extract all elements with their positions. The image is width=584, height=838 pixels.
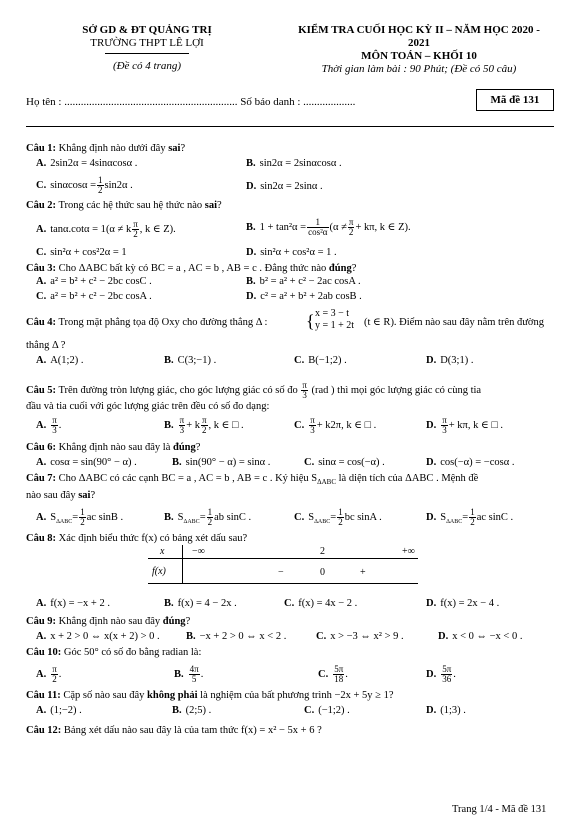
header-divider xyxy=(105,53,189,54)
question-8: Câu 8: Xác định biểu thức f(x) có bảng xét dấu sau? xyxy=(26,533,248,545)
q1-option-d: D. sin2α = 2sinα . xyxy=(246,181,323,192)
q8-option-d: D. f(x) = 2x − 4 . xyxy=(426,598,500,610)
q9-option-b: B. −x + 2 > 0 ⇔ x < 2 . xyxy=(186,631,287,643)
q3-option-a: A. a² = b² + c² − 2bc cosC . xyxy=(36,276,152,287)
q10-option-b: B. $\frac{4\pi}{5}$ . xyxy=(174,664,204,685)
question-1: Câu 1: Khẳng định nào dưới đây sai? xyxy=(26,143,186,154)
brace: { xyxy=(306,311,315,331)
q6-option-a: A. cosα = sin(90° − α) . xyxy=(36,457,137,468)
q2-row-2 xyxy=(26,244,558,262)
q11-option-a: A. (1;−2) . xyxy=(36,705,82,717)
q7-option-a: A. $S_{\Delta ABC}=$ $\frac{1}{2}$ ac sinB . xyxy=(36,507,124,528)
q10-option-a: A. $\frac{\pi}{2}$ . xyxy=(36,664,62,685)
exam-title-2: 2021 xyxy=(408,37,430,49)
q7-option-d: D. $S_{\Delta ABC}=$ $\frac{1}{2}$ ac sinC . xyxy=(426,507,514,528)
q1-option-a: A. 2sin2α = 4sinαcosα . xyxy=(36,158,138,169)
q7-option-b: B. $S_{\Delta ABC}=$ $\frac{1}{2}$ ab sinC . xyxy=(164,507,252,528)
q2-option-a: A. tanα.cotα = 1(α ≠ k $\frac{\pi}{2}$ , k ∈ Z). xyxy=(36,219,176,239)
q11-row xyxy=(26,702,558,720)
q2-option-b: B. 1 + tan²α = $\frac{1}{\text{cos²α}}$ (α ≠ $\frac{\pi}{2}$ + kπ, k ∈ Z). xyxy=(246,217,411,237)
q10-row xyxy=(26,659,558,689)
q9-option-d: D. x < 0 ⇔ −x < 0 . xyxy=(438,631,523,643)
q6-row xyxy=(26,454,558,472)
question-3: Câu 3: Cho ΔABC bất kỳ có BC = a , AC = b , AB = c . Đẳng thức nào đúng? xyxy=(26,263,357,274)
q4-option-c: C. B(−1;2) . xyxy=(294,355,347,366)
exam-code: Mã đề 131 xyxy=(476,89,554,111)
q2-option-c: C. sin²α + cos²2α = 1 xyxy=(36,247,127,258)
q2-option-d: D. sin²α + cos²α = 1 . xyxy=(246,247,337,258)
page-footer: Trang 1/4 - Mã đề 131 xyxy=(452,804,547,815)
q4-row xyxy=(26,352,558,370)
q1-row-2 xyxy=(26,173,558,199)
q4-option-b: B. C(3;−1) . xyxy=(164,355,217,366)
q7-option-c: C. $S_{\Delta ABC}=$ $\frac{1}{2}$ bc sinA . xyxy=(294,507,382,528)
q10-option-c: C. $\frac{5\pi}{18}$ . xyxy=(318,664,348,685)
q3-option-c: C. a² = b² + c² − 2bc cosA . xyxy=(36,291,152,302)
pages-note: (Đề có 4 trang) xyxy=(112,60,182,72)
q5-option-a: A. $\frac{\pi}{3}$ . xyxy=(36,415,62,435)
school-name: TRƯỜNG THPT LÊ LỢI xyxy=(90,37,204,49)
question-7: Câu 7: Cho ΔABC có các cạnh BC = a , AC = b , AB = c . Ký hiệu $S_{\Delta ABC}$ là diện tích của ΔABC . Mệnh đề xyxy=(26,473,479,487)
sign-table: x −∞ 2 +∞ f(x) − 0 + xyxy=(148,545,428,585)
subject: MÔN TOÁN – KHỐI 10 xyxy=(361,50,477,62)
student-info xyxy=(26,96,355,108)
questions: Câu 1: Khẳng định nào dưới đây sai? A. 2sin2α = 4sinαcosα . B. sin2α = 2sinαcosα . C. sinαcosα = $\frac{1}{2}$ sin2α . D. sin2α = 2sinα . Câu 2: Trong các hệ thức sau hệ thức nào sai? A. tanα.cotα = 1(α ≠ k $\frac{\pi}{2}$ , k ∈ Z). B. 1 + tan²α = $\frac{1}{\text{cos²α}}$ (α ≠ $\frac{\pi}{2}$ + kπ, k ∈ Z). C. sin²α + cos²2α = 1 D. sin²α + cos²α = 1 . Câu 3: Cho ΔABC bất kỳ có BC = a , AC = b , AB = c . Đẳng thức nào đúng? A. a² = b² + c² − 2bc cosC . B. b² = a² + c² − 2ac cosA . C. a² = b² + c² − 2bc cosA . D. c² = a² + b² + 2ab cosB . Câu 4: Trong mặt phẳng tọa độ Oxy cho đường thẳng Δ : { x = 3 − t y = 1 + 2t (t ∈ R). Điểm nào sau đây nằm trên đường thẳng Δ ? A. A(1;2) . B. C(3;−1) . C. B(−1;2) . D. D(3;1) . Câu 5: Trên đường tròn lượng giác, cho góc lượng giác có số đo $\frac{\pi}{3}$ (rad ) thì mọi góc lượng giác có cùng tia đầu và tia cuối với góc lượng giác trên đều có số đo dạng: A. $\frac{\pi}{3}$ . B. $\frac{\pi}{3}$ + k $\frac{\pi}{2}$ , k ∈ □ . C. $\frac{\pi}{3}$ + k2π, k ∈ □ . D. $\frac{\pi}{3}$ + kπ, k ∈ □ . Câu 6: Khẳng định nào sau đây là đúng? A. cosα = sin(90° − α) . B. sin(90° − α) = sinα . C. sinα = cos(−α) . D. cos(−α) = −cosα . Câu 7: Cho ΔABC có các cạnh BC = a , AC = b , AB = c . Ký hiệu $S_{\Delta ABC}$ là diện tích của ΔABC . Mệnh đề nào sau đây sai? A. $S_{\Delta ABC}=$ $\frac{1}{2}$ ac sinB . B. $S_{\Delta ABC}=$ $\frac{1}{2}$ ab sinC . C. $S_{\Delta ABC}=$ $\frac{1}{2}$ bc sinA . D. $S_{\Delta ABC}=$ $\frac{1}{2}$ ac sinC . Câu 8: Xác định biểu thức f(x) có bảng xét dấu sau? x −∞ 2 +∞ f(x) − 0 + A. f(x) = −x + 2 . B. f(x) = 4 − 2x . C. f(x) = 4x − 2 . D. f(x) = 2x − 4 . Câu 9: Khẳng định nào sau đây đúng? A. x + 2 > 0 ⇔ x(x + 2) > 0 . B. −x + 2 > 0 ⇔ x < 2 . C. x > −3 ⇔ x² > 9 . D. x < 0 ⇔ −x < 0 . Câu 10: Góc 50° có số đo bằng radian là: A. $\frac{\pi}{2}$ . B. $\frac{4\pi}{5}$ . C. $\frac{5\pi}{18}$ . D. $\frac{5\pi}{36}$ . Câu 11: Cặp số nào sau đây không phải là nghiệm của bất phương trình −2x + 5y ≥ 1? A. (1;−2) . B. (2;5) . C. (−1;2) . D. (1;3) . Câu 12: Bảng xét dấu nào sau đây là của tam thức f(x) = x² − 5x + 6 ? xyxy=(26,142,558,737)
question-9: Câu 9: Khẳng định nào sau đây đúng? xyxy=(26,616,191,628)
q9-row xyxy=(26,628,558,646)
q11-option-d: D. (1;3) . xyxy=(426,705,466,717)
q5-option-d: D. $\frac{\pi}{3}$ + kπ, k ∈ □ . xyxy=(426,415,503,435)
question-6: Câu 6: Khẳng định nào sau đây là đúng? xyxy=(26,442,201,453)
q1-option-b: B. sin2α = 2sinαcosα . xyxy=(246,158,342,169)
q8-option-a: A. f(x) = −x + 2 . xyxy=(36,598,110,610)
q2-row-1 xyxy=(26,212,558,244)
q9-option-a: A. x + 2 > 0 ⇔ x(x + 2) > 0 . xyxy=(36,631,160,643)
header-left xyxy=(52,24,242,73)
header-right xyxy=(288,24,550,76)
id-label: Số báo danh : ................... xyxy=(240,96,356,108)
q8-option-b: B. f(x) = 4 − 2x . xyxy=(164,598,237,610)
name-label: Họ tên : ............................................................... xyxy=(26,96,238,108)
dept-name: SỞ GD & ĐT QUẢNG TRỊ xyxy=(82,24,212,36)
q10-option-d: D. $\frac{5\pi}{36}$ . xyxy=(426,664,456,685)
q3-row-2 xyxy=(26,290,558,307)
q3-row-1 xyxy=(26,275,558,290)
exam-title-1: KIỂM TRA CUỐI HỌC KỲ II – NĂM HỌC 2020 - xyxy=(298,24,540,36)
time-note: Thời gian làm bài : 90 Phút; (Đề có 50 câu) xyxy=(321,63,517,75)
question-4: Câu 4: Trong mặt phẳng tọa độ Oxy cho đường thẳng Δ : { x = 3 − t y = 1 + 2t (t ∈ R). Điểm nào sau đây nằm trên đường xyxy=(26,307,558,337)
question-5: Câu 5: Trên đường tròn lượng giác, cho góc lượng giác có số đo $\frac{\pi}{3}$ (rad ) thì mọi góc lượng giác có cùng tia xyxy=(26,380,482,400)
q5-row xyxy=(26,413,558,441)
question-2: Câu 2: Trong các hệ thức sau hệ thức nào sai? xyxy=(26,200,222,211)
q8-option-c: C. f(x) = 4x − 2 . xyxy=(284,598,358,610)
q5-option-c: C. $\frac{\pi}{3}$ + k2π, k ∈ □ . xyxy=(294,415,377,435)
q1-row-1 xyxy=(26,155,558,173)
q3-option-b: B. b² = a² + c² − 2ac cosA . xyxy=(246,276,361,287)
q7-row xyxy=(26,502,558,532)
q8-row xyxy=(26,593,558,615)
question-10: Câu 10: Góc 50° có số đo bằng radian là: xyxy=(26,647,202,659)
header-rule xyxy=(26,126,554,127)
question-12: Câu 12: Bảng xét dấu nào sau đây là của tam thức f(x) = x² − 5x + 6 ? xyxy=(26,725,322,737)
q4-option-a: A. A(1;2) . xyxy=(36,355,84,366)
q4-option-d: D. D(3;1) . xyxy=(426,355,474,366)
q6-option-d: D. cos(−α) = −cosα . xyxy=(426,457,515,468)
q5-option-b: B. $\frac{\pi}{3}$ + k $\frac{\pi}{2}$ , k ∈ □ . xyxy=(164,415,244,435)
q3-option-d: D. c² = a² + b² + 2ab cosB . xyxy=(246,291,362,302)
q6-option-c: C. sinα = cos(−α) . xyxy=(304,457,385,468)
question-11: Câu 11: Cặp số nào sau đây không phải là nghiệm của bất phương trình −2x + 5y ≥ 1? xyxy=(26,690,394,702)
q6-option-b: B. sin(90° − α) = sinα . xyxy=(172,457,271,468)
q11-option-b: B. (2;5) . xyxy=(172,705,212,717)
q9-option-c: C. x > −3 ⇔ x² > 9 . xyxy=(316,631,404,643)
q11-option-c: C. (−1;2) . xyxy=(304,705,350,717)
q1-option-c: C. sinαcosα = $\frac{1}{2}$ sin2α . xyxy=(36,175,133,195)
